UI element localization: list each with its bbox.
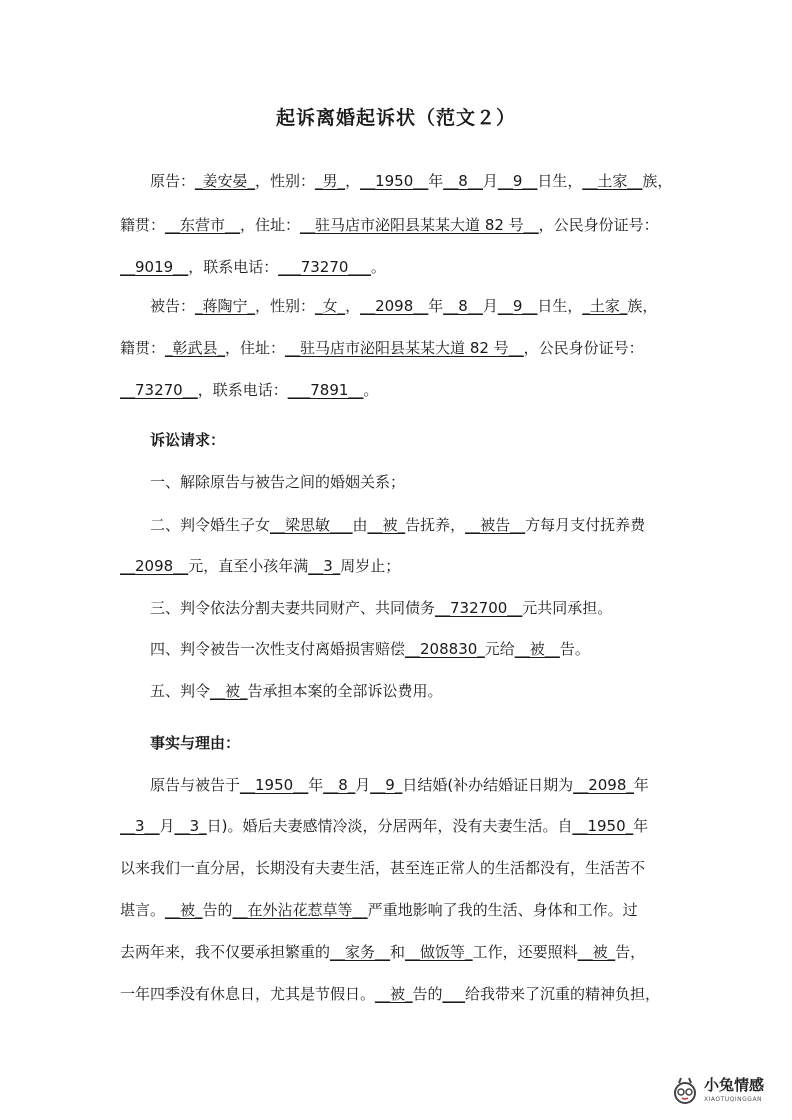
plaintiff-line-2 — [120, 214, 695, 236]
text-segment: 年 — [428, 297, 444, 315]
text-segment: 一年四季没有休息日，尤其是节假日。 — [120, 985, 376, 1003]
fill-in-field: _土家_ — [582, 297, 628, 315]
defendant-line-3 — [120, 379, 695, 401]
fill-in-field: __1950__ — [240, 776, 309, 794]
text-segment: 告的 — [202, 901, 233, 919]
fill-in-field: __被告__ — [465, 516, 526, 534]
facts-line-1 — [150, 774, 695, 796]
fill-in-field: __732700__ — [435, 599, 523, 617]
fill-in-field: __73270__ — [120, 381, 198, 399]
watermark-logo — [670, 1072, 780, 1112]
defendant-line-2 — [120, 337, 695, 359]
text-segment: 籍贯： — [120, 216, 166, 234]
text-segment: 月 — [159, 817, 175, 835]
text-segment: 一、解除原告与被告之间的婚姻关系； — [150, 473, 406, 491]
fill-in-field: __3_ — [308, 557, 341, 575]
plaintiff-line-1 — [150, 170, 695, 192]
facts-line-6 — [120, 983, 695, 1005]
text-segment: 方每月支付抚养费 — [525, 516, 646, 534]
text-segment: ，性别： — [255, 172, 316, 190]
text-segment: 严重地影响了我的生活、身体和工作。过 — [367, 901, 638, 919]
fill-in-field: __被_ — [577, 943, 616, 961]
facts-line-5 — [120, 941, 695, 963]
watermark-name: 小兔情感 — [704, 1076, 765, 1094]
text-segment: ， — [345, 297, 361, 315]
text-segment: 堪言。 — [120, 901, 166, 919]
text-segment: ，公民身份证号： — [538, 216, 659, 234]
claim-item-2b — [120, 555, 695, 577]
facts-line-4 — [120, 899, 695, 921]
fill-in-field: __梁思敏___ — [270, 516, 353, 534]
fill-in-field: _姜安晏_ — [195, 172, 256, 190]
fill-in-field: __家务__ — [330, 943, 391, 961]
text-segment: ，公民身份证号： — [523, 339, 644, 357]
text-segment: 工作，还要照料 — [472, 943, 578, 961]
fill-in-field: __3__ — [120, 817, 160, 835]
text-segment: 元，直至小孩年满 — [188, 557, 309, 575]
text-segment: 告承担本案的全部诉讼费用。 — [247, 682, 443, 700]
fill-in-field: __9__ — [497, 297, 538, 315]
fill-in-field: __2098__ — [360, 297, 429, 315]
text-segment: ，联系电话： — [197, 381, 288, 399]
fill-in-field: __1950__ — [360, 172, 429, 190]
fill-in-field: __9019__ — [120, 258, 189, 276]
fill-in-field: __被_ — [210, 682, 248, 700]
text-segment: 告， — [615, 943, 646, 961]
claim-item-2a — [150, 514, 695, 536]
text-segment: 月 — [355, 776, 371, 794]
text-segment: 日生， — [537, 172, 583, 190]
text-segment: 月 — [482, 297, 498, 315]
text-segment: 被告： — [150, 297, 196, 315]
fill-in-field: ___ — [442, 985, 466, 1003]
fill-in-field: ___73270___ — [278, 258, 371, 276]
defendant-line-1 — [150, 295, 695, 317]
fill-in-field: _彰武县_ — [165, 339, 226, 357]
text-segment: 日结婚(补办结婚证日期为 — [402, 776, 574, 794]
text-segment: 告。 — [559, 640, 590, 658]
text-segment: 年 — [308, 776, 324, 794]
text-segment: ，住址： — [240, 216, 301, 234]
text-segment: 四、判令被告一次性支付离婚损害赔偿 — [150, 640, 406, 658]
claim-item-1 — [150, 471, 695, 493]
text-segment: 。 — [363, 381, 379, 399]
claim-item-5 — [150, 680, 695, 702]
fill-in-field: __被_ — [367, 516, 406, 534]
fill-in-field: __208830_ — [405, 640, 485, 658]
fill-in-field: __2098__ — [120, 557, 189, 575]
text-segment: ，性别： — [255, 297, 316, 315]
text-segment: 五、判令 — [150, 682, 211, 700]
text-segment: 给我带来了沉重的精神负担， — [465, 985, 661, 1003]
claim-item-4 — [150, 638, 695, 660]
fill-in-field: __8__ — [443, 172, 483, 190]
text-segment: 原告与被告于 — [150, 776, 241, 794]
fill-in-field: __土家__ — [582, 172, 643, 190]
text-segment: ，联系电话： — [188, 258, 279, 276]
text-segment: 周岁止； — [340, 557, 401, 575]
text-segment: ，住址： — [225, 339, 286, 357]
text-segment: 去两年来，我不仅要承担繁重的 — [120, 943, 331, 961]
watermark-subtitle: XIAOTUQINGGAN — [704, 1096, 763, 1103]
fill-in-field: __被_ — [165, 901, 203, 919]
plaintiff-line-3 — [120, 256, 695, 278]
text-segment: 二、判令婚生子女 — [150, 516, 271, 534]
text-segment: 族， — [642, 172, 673, 190]
fill-in-field: __驻马店市泌阳县某某大道 82 号__ — [285, 339, 524, 357]
text-segment: 日)。婚后夫妻感情冷淡，分居两年，没有夫妻生活。自 — [206, 817, 573, 835]
fill-in-field: __9_ — [370, 776, 403, 794]
claim-item-3 — [150, 597, 695, 619]
fill-in-field: _蒋陶宁_ — [195, 297, 256, 315]
fill-in-field: __被_ — [375, 985, 413, 1003]
text-segment: 族， — [627, 297, 658, 315]
text-segment: 年 — [633, 817, 649, 835]
fill-in-field: __做饭等_ — [405, 943, 473, 961]
text-segment: 籍贯： — [120, 339, 166, 357]
claims-heading: 诉讼请求： — [150, 431, 226, 449]
text-segment: 月 — [482, 172, 498, 190]
text-segment: 年 — [633, 776, 649, 794]
text-segment: 日生， — [537, 297, 583, 315]
fill-in-field: __驻马店市泌阳县某某大道 82 号__ — [300, 216, 539, 234]
text-segment: ， — [345, 172, 361, 190]
fill-in-field: __东营市__ — [165, 216, 241, 234]
facts-line-3 — [120, 857, 695, 879]
fill-in-field: __8__ — [443, 297, 483, 315]
fill-in-field: __1950_ — [572, 817, 634, 835]
text-segment: 和 — [390, 943, 406, 961]
text-segment: 元共同承担。 — [522, 599, 613, 617]
fill-in-field: __8_ — [323, 776, 356, 794]
fill-in-field: _女_ — [315, 297, 346, 315]
fill-in-field: __3_ — [174, 817, 207, 835]
fill-in-field: __9__ — [497, 172, 538, 190]
text-segment: 年 — [428, 172, 444, 190]
text-segment: 告的 — [412, 985, 443, 1003]
fill-in-field: ___7891__ — [287, 381, 364, 399]
facts-line-2 — [120, 815, 695, 837]
text-segment: 。 — [370, 258, 386, 276]
rabbit-logo-icon — [670, 1076, 700, 1106]
fill-in-field: __2098_ — [573, 776, 634, 794]
text-segment: 三、判令依法分割夫妻共同财产、共同债务 — [150, 599, 436, 617]
text-segment: 由 — [352, 516, 368, 534]
fill-in-field: __被__ — [514, 640, 560, 658]
text-segment: 元给 — [484, 640, 515, 658]
fill-in-field: __在外沾花惹草等__ — [232, 901, 368, 919]
facts-heading: 事实与理由： — [150, 734, 241, 752]
document-title: 起诉离婚起诉状（范文２） — [275, 107, 516, 129]
text-segment: 原告： — [150, 172, 196, 190]
text-segment: 以来我们一直分居，长期没有夫妻生活，甚至连正常人的生活都没有，生活苦不 — [120, 859, 646, 877]
text-segment: 告抚养， — [405, 516, 466, 534]
fill-in-field: _男_ — [315, 172, 346, 190]
